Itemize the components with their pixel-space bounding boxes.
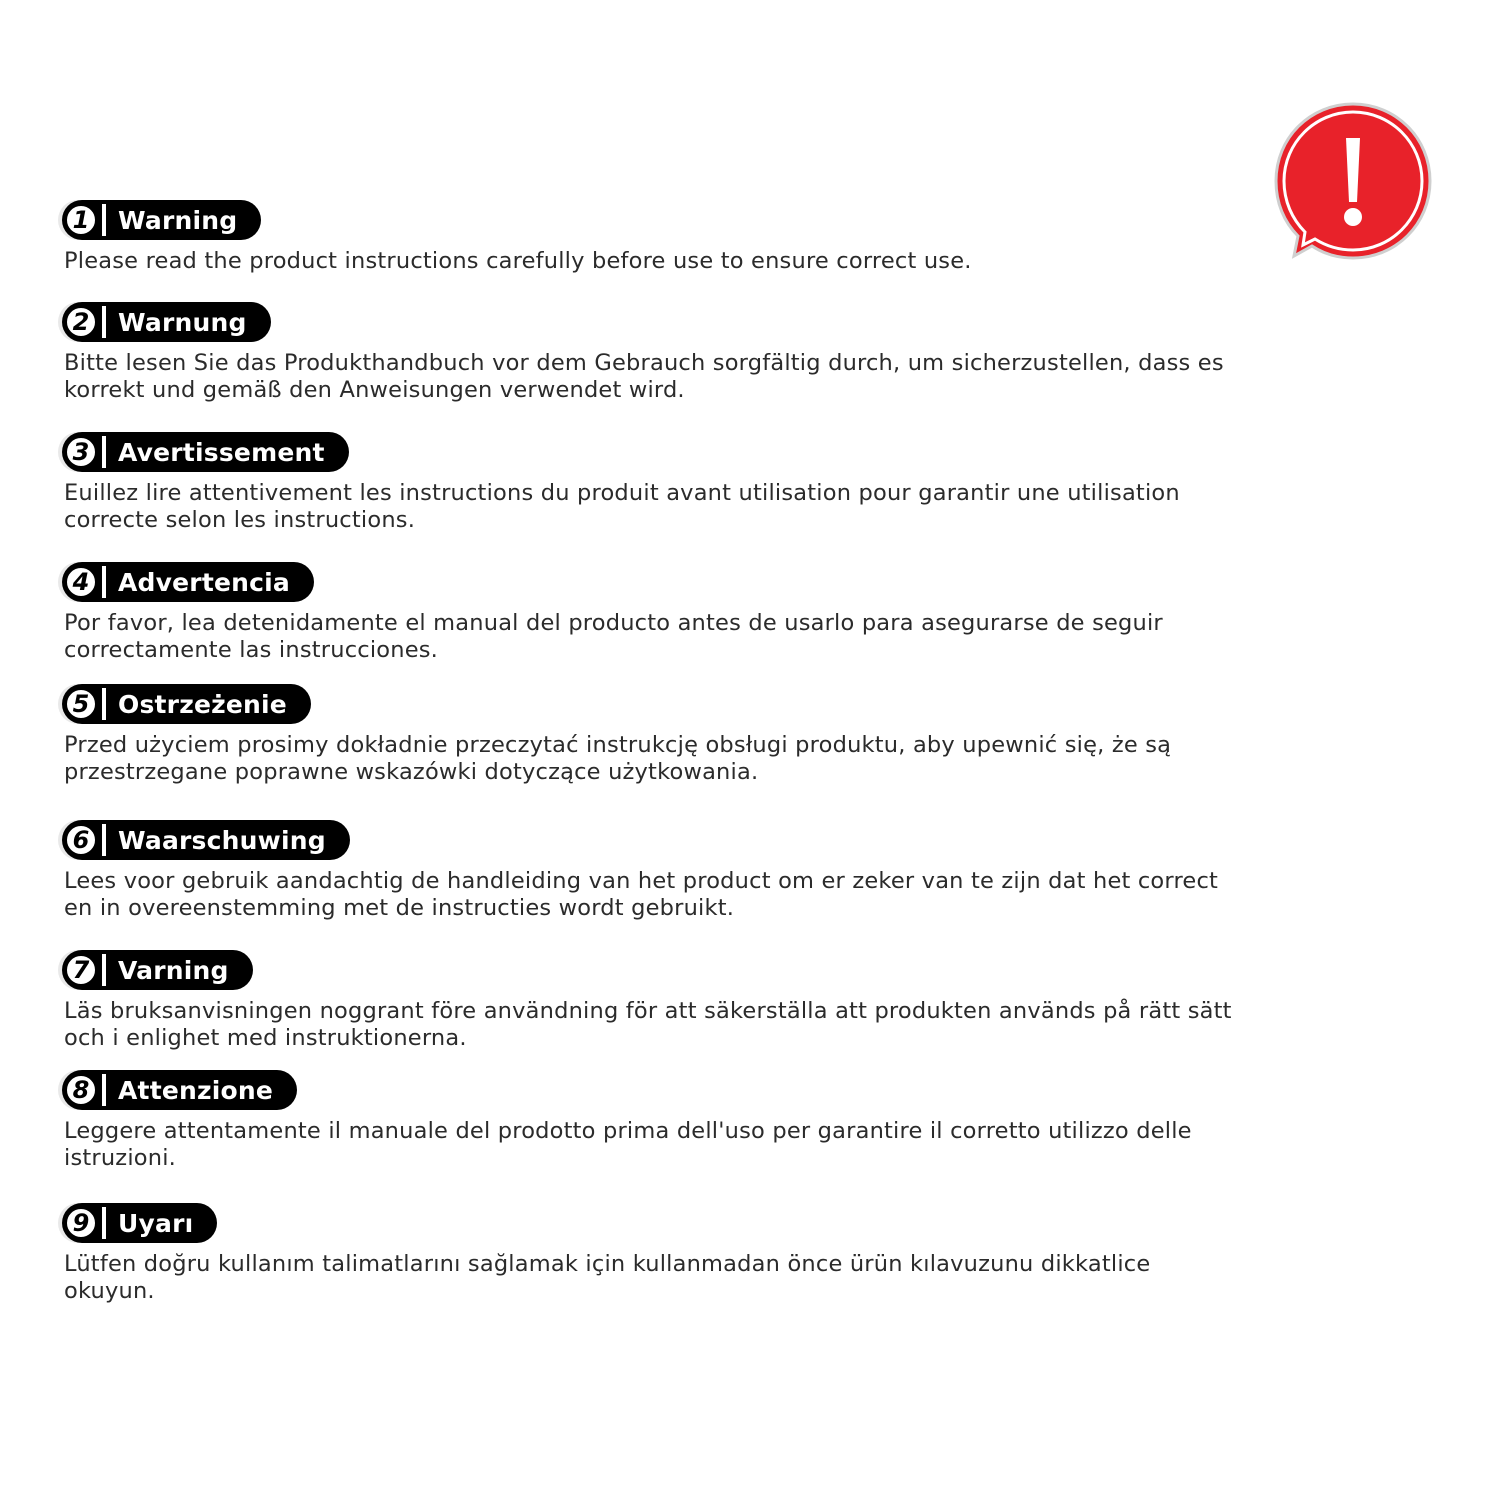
warning-text: Leggere attentamente il manuale del prodotto prima dell'uso per garantire il corretto utilizzo delle istruzioni. bbox=[64, 1118, 1192, 1171]
warning-text: Läs bruksanvisningen noggrant före användning för att säkerställa att produkten används på rätt sätt och i enlighet med instruktionerna. bbox=[64, 998, 1232, 1051]
warning-title: Varning bbox=[118, 955, 229, 985]
warning-text: Por favor, lea detenidamente el manual del producto antes de usarlo para asegurarse de seguir correctamente las instrucciones. bbox=[64, 610, 1163, 663]
warning-badge bbox=[62, 432, 349, 472]
warning-title: Ostrzeżenie bbox=[118, 689, 287, 719]
number-circle bbox=[62, 302, 100, 342]
warning-badge bbox=[62, 1203, 217, 1243]
warning-text: Lees voor gebruik aandachtig de handleiding van het product om er zeker van te zijn dat het correct en in overeenstemming met de instructies wordt gebruikt. bbox=[64, 868, 1219, 921]
warning-text: Bitte lesen Sie das Produkthandbuch vor dem Gebrauch sorgfältig durch, um sicherzustellen, dass es korrekt und gemäß den Anweisungen verwendet wird. bbox=[64, 350, 1224, 403]
warning-number: 8 bbox=[72, 1076, 90, 1104]
warning-text: Euillez lire attentivement les instructions du produit avant utilisation pour garantir une utilisation correcte selon les instructions. bbox=[64, 480, 1180, 533]
badge-divider bbox=[102, 436, 106, 468]
warning-section bbox=[62, 684, 1242, 786]
exclamation-speech-bubble-icon bbox=[1272, 100, 1434, 262]
number-circle bbox=[62, 562, 100, 602]
warning-badge bbox=[62, 200, 261, 240]
warning-number: 5 bbox=[72, 690, 90, 718]
warning-section bbox=[62, 302, 1242, 404]
badge-divider bbox=[102, 204, 106, 236]
warning-text: Przed użyciem prosimy dokładnie przeczytać instrukcję obsługi produktu, aby upewnić się, że są przestrzegane poprawne wskazówki dotyczące użytkowania. bbox=[64, 732, 1172, 785]
badge-divider bbox=[102, 824, 106, 856]
warning-title: Waarschuwing bbox=[118, 825, 326, 855]
number-circle bbox=[62, 950, 100, 990]
warning-number: 4 bbox=[72, 568, 90, 596]
warning-number: 7 bbox=[72, 956, 90, 984]
warning-section bbox=[62, 1203, 1242, 1305]
warning-number: 2 bbox=[72, 308, 90, 336]
warning-badge bbox=[62, 820, 350, 860]
warning-section bbox=[62, 562, 1242, 664]
number-circle bbox=[62, 200, 100, 240]
warning-text: Lütfen doğru kullanım talimatlarını sağlamak için kullanmadan önce ürün kılavuzunu dikkatlice okuyun. bbox=[64, 1251, 1151, 1304]
warning-number: 6 bbox=[72, 826, 90, 854]
warning-number: 1 bbox=[72, 206, 90, 234]
warning-section bbox=[62, 820, 1242, 922]
warning-title: Attenzione bbox=[118, 1075, 274, 1105]
warning-badge bbox=[62, 950, 253, 990]
warning-title: Warning bbox=[118, 205, 238, 235]
warning-number: 9 bbox=[72, 1209, 90, 1237]
number-circle bbox=[62, 820, 100, 860]
warning-section bbox=[62, 1070, 1242, 1172]
badge-divider bbox=[102, 1074, 106, 1106]
warning-number: 3 bbox=[72, 438, 90, 466]
warning-text: Please read the product instructions carefully before use to ensure correct use. bbox=[64, 248, 972, 274]
warning-title: Advertencia bbox=[118, 567, 290, 597]
badge-divider bbox=[102, 306, 106, 338]
warning-badge bbox=[62, 562, 314, 602]
badge-divider bbox=[102, 566, 106, 598]
warning-title: Uyarı bbox=[118, 1208, 194, 1238]
badge-divider bbox=[102, 688, 106, 720]
warning-badge bbox=[62, 302, 271, 342]
number-circle bbox=[62, 684, 100, 724]
number-circle bbox=[62, 1203, 100, 1243]
warning-title: Avertissement bbox=[118, 437, 325, 467]
number-circle bbox=[62, 432, 100, 472]
warning-badge bbox=[62, 1070, 297, 1110]
warning-title: Warnung bbox=[118, 307, 247, 337]
warning-section bbox=[62, 432, 1242, 534]
badge-divider bbox=[102, 1207, 106, 1239]
badge-divider bbox=[102, 954, 106, 986]
warning-section bbox=[62, 200, 1242, 275]
warning-section bbox=[62, 950, 1242, 1052]
warning-badge bbox=[62, 684, 311, 724]
number-circle bbox=[62, 1070, 100, 1110]
